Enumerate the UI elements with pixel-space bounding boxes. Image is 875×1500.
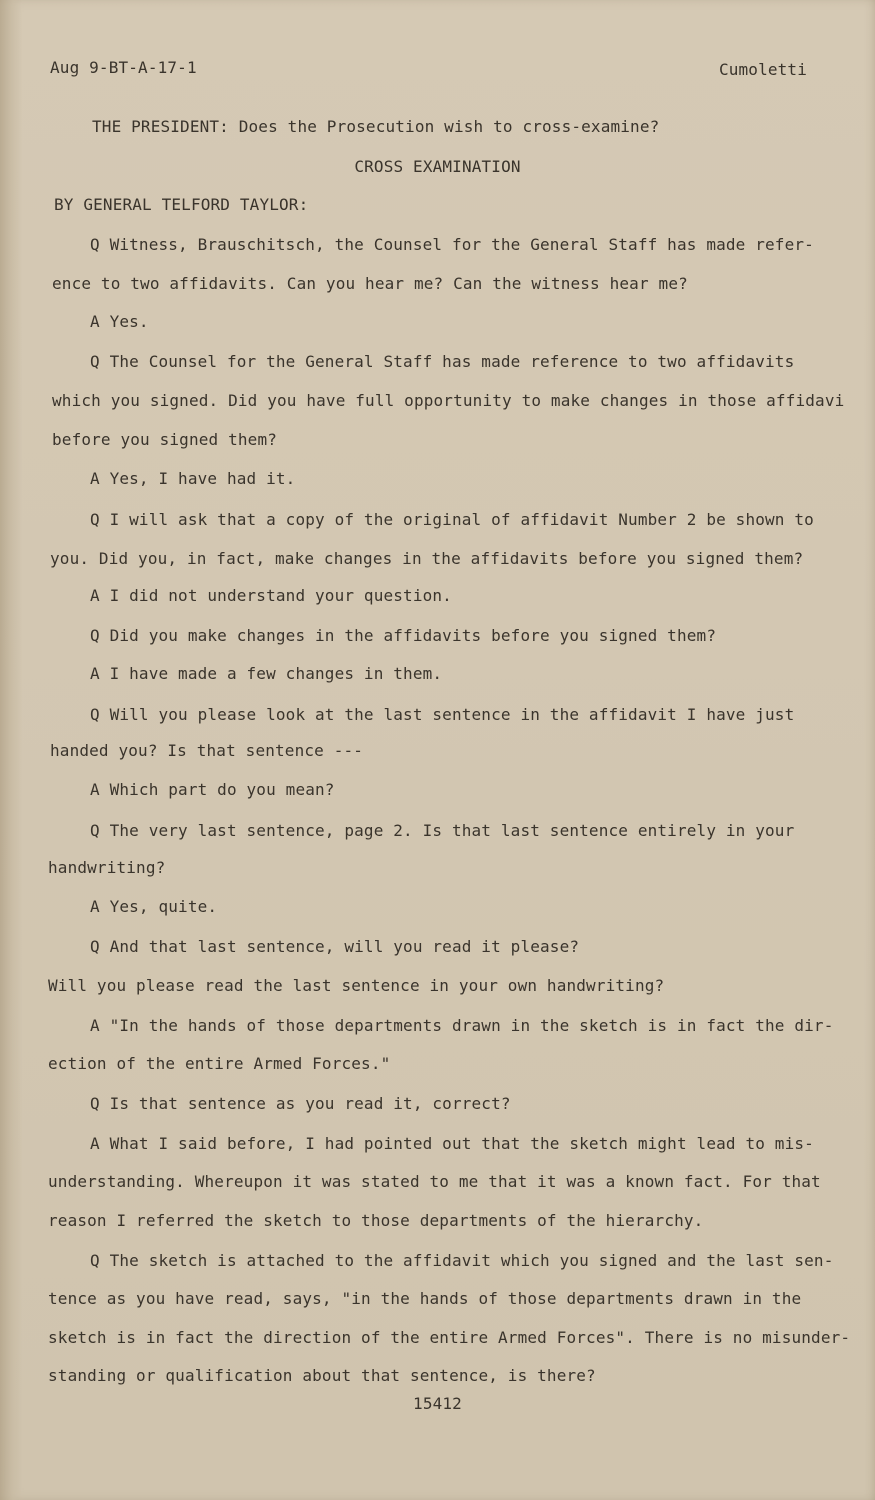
transcript-line: Q The sketch is attached to the affidavit which you signed and the last sen- (90, 1251, 834, 1270)
transcript-line: ection of the entire Armed Forces." (48, 1054, 391, 1073)
transcript-line: A I have made a few changes in them. (90, 664, 443, 683)
transcript-line: A Yes. (90, 312, 149, 331)
transcript-line: handwriting? (48, 858, 166, 877)
transcript-line: A What I said before, I had pointed out that the sketch might lead to mis- (90, 1134, 814, 1153)
transcript-line: before you signed them? (52, 430, 278, 449)
transcript-line: you. Did you, in fact, make changes in the affidavits before you signed them? (50, 549, 804, 568)
transcript-line: A Yes, I have had it. (90, 469, 296, 488)
transcript-line: Q The very last sentence, page 2. Is that last sentence entirely in your (90, 821, 795, 840)
transcript-line: reason I referred the sketch to those departments of the hierarchy. (48, 1211, 704, 1230)
transcript-line: A Yes, quite. (90, 897, 218, 916)
transcript-line: Q Is that sentence as you read it, correct? (90, 1094, 511, 1113)
transcript-line: Q Did you make changes in the affidavits before you signed them? (90, 626, 717, 645)
transcript-line: standing or qualification about that sentence, is there? (48, 1366, 596, 1385)
transcript-line: A "In the hands of those departments drawn in the sketch is in fact the dir- (90, 1016, 834, 1035)
examiner-heading: BY GENERAL TELFORD TAYLOR: (54, 195, 309, 214)
section-title: CROSS EXAMINATION (354, 157, 521, 176)
transcript-line: A Which part do you mean? (90, 780, 335, 799)
transcript-line: sketch is in fact the direction of the entire Armed Forces". There is no misunder- (48, 1328, 851, 1347)
transcript-line: tence as you have read, says, "in the hands of those departments drawn in the (48, 1289, 802, 1308)
transcript-line: Q I will ask that a copy of the original of affidavit Number 2 be shown to (90, 510, 814, 529)
transcript-line: handed you? Is that sentence --- (50, 741, 364, 760)
transcript-line: Q And that last sentence, will you read it please? (90, 937, 580, 956)
transcript-line: ence to two affidavits. Can you hear me? Can the witness hear me? (52, 274, 688, 293)
transcript-line: Q The Counsel for the General Staff has made reference to two affidavits (90, 352, 795, 371)
president-question: THE PRESIDENT: Does the Prosecution wish to cross-examine? (92, 117, 660, 136)
document-id: Aug 9-BT-A-17-1 (50, 58, 197, 77)
paper-edge-shadow (0, 0, 22, 1500)
transcript-line: A I did not understand your question. (90, 586, 452, 605)
transcript-line: Q Witness, Brauschitsch, the Counsel for the General Staff has made refer- (90, 235, 814, 254)
transcript-line: Q Will you please look at the last sentence in the affidavit I have just (90, 705, 795, 724)
page-number: 15412 (413, 1394, 462, 1413)
reporter-name: Cumoletti (718, 60, 807, 79)
transcript-line: Will you please read the last sentence in your own handwriting? (48, 976, 665, 995)
transcript-line: which you signed. Did you have full opportunity to make changes in those affidavi (52, 391, 845, 410)
transcript-line: understanding. Whereupon it was stated to me that it was a known fact. For that (48, 1172, 821, 1191)
